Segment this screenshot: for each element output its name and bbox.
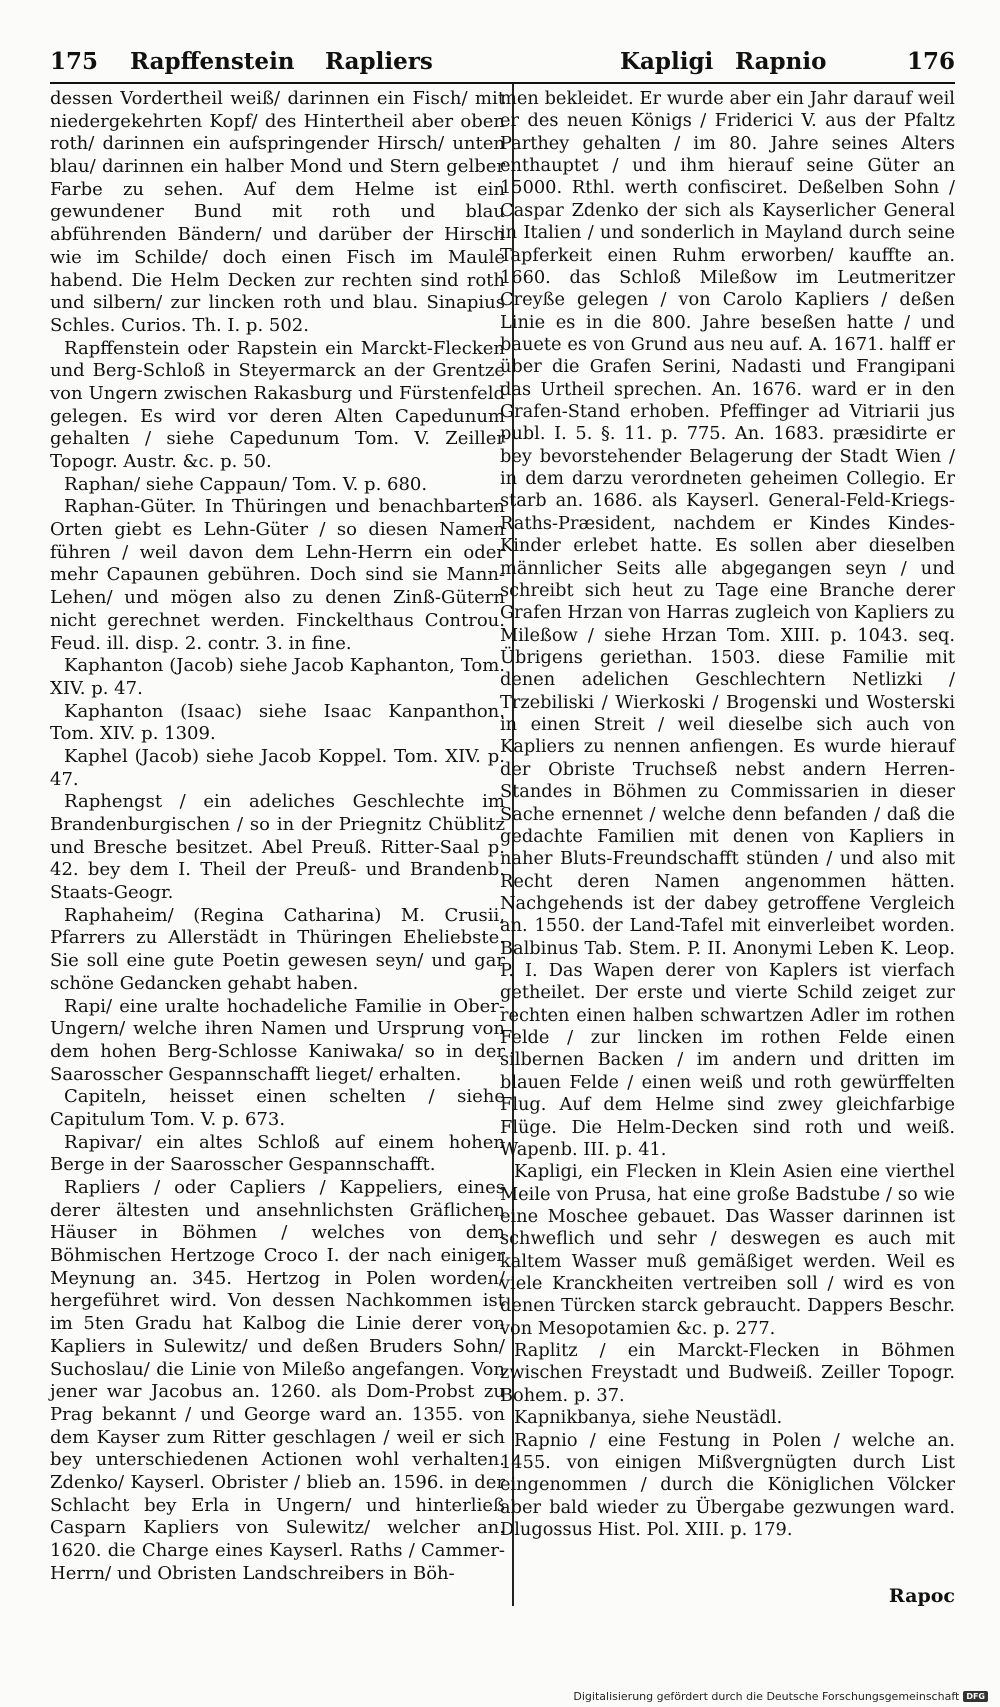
entry-text: Kapligi, ein Flecken in Klein Asien eine vierthel Meile von Prusa, hat eine große Badstube / so wie eine Moschee gebauet. Das Wasser darinnen ist schweflich und sehr / deswegen es auch mit kaltem Wasser muß gemäßiget werden. Weil es viele Kranckheiten vertreiben soll / wird es von denen Türcken starck gebraucht. Dappers Beschr. von Mesopotamien &c. p. 277. — [500, 1162, 955, 1339]
entry-text: Raphan-Güter. In Thüringen und benachbarten Orten giebt es Lehn-Güter / so diesen Namen führen / weil davon dem Lehn-Herrn ein oder mehr Capaunen gebühren. Doch sind sie Mann-Lehen/ und mögen also zu denen Zinß-Gütern nicht gerechnet werden. Finckelthaus Controu. Feud. ill. disp. 2. contr. 3. in fine. — [50, 496, 505, 654]
footer-text: Digitalisierung gefördert durch die Deutsche Forschungsgemeinschaft — [573, 1690, 960, 1703]
entry-text: Rapi/ eine uralte hochadeliche Familie in Ober-Ungern/ welche ihren Namen und Ursprung von dem hohen Berg-Schlosse Kaniwaka/ so in der Saarosscher Gespannschafft lieget/ erhalten. — [50, 995, 505, 1085]
header-word-right-2: Rapnio — [735, 48, 827, 75]
left-column — [50, 88, 505, 1585]
entry-text: Kaphanton (Isaac) siehe Isaac Kanpanthon. Tom. XIV. p. 1309. — [50, 700, 505, 745]
entry-text: Raphengst / ein adeliches Geschlechte im Brandenburgischen / so in der Priegnitz Chüblitz und Bresche besitzet. Abel Preuß. Ritter-Saal p. 42. bey dem I. Theil der Preuß- und Brandenb. Staats-Geogr. — [50, 791, 505, 904]
page-number-left: 175 — [50, 48, 99, 75]
entry-text: Rapliers / oder Capliers / Kappeliers, eines derer ältesten und ansehnlichsten Gräflichen Häuser in Böhmen / welches von dem Böhmischen Hertzoge Croco I. der nach einiger Meynung an. 345. Hertzog in Polen worden/ hergeführet wird. Von dessen Nachkommen ist im 5ten Gradu hat Kalbog die Linie derer von Kapliers in Sulewitz/ und deßen Bruders Sohn/ Suchoslau/ die Linie von Mileßo angefangen. Von jener war Jacobus an. 1260. als Dom-Probst zu Prag bekannt / und George ward an. 1355. von dem Kayser zum Ritter geschlagen / weil er sich bey unterschiedenen Actionen wohl verhalten. Zdenko/ Kayserl. Obrister / blieb an. 1596. in der Schlacht bey Erla in Ungern/ und hinterließ Casparn Kapliers von Sulewitz/ welcher an. 1620. die Charge eines Kayserl. Raths / Cammer-Herrn/ und Obristen Landschreibers in Böh- — [50, 1177, 505, 1584]
page-header — [50, 40, 955, 82]
entry-text: dessen Vordertheil weiß/ darinnen ein Fisch/ mit niedergekehrten Kopf/ des Hintertheil aber oben roth/ darinnen ein aufspringender Hirsch/ unten blau/ darinnen ein halber Mond und Stern gelber Farbe zu sehen. Auf dem Helme ist ein gewundener Bund mit roth und blau abführenden Bändern/ und darüber der Hirsch wie im Schilde/ doch einen Fisch im Maule habend. Die Helm Decken zur rechten sind roth und silbern/ zur lincken roth und blau. Sinapius Schles. Curios. Th. I. p. 502. — [50, 88, 505, 336]
dfg-logo-icon: DFG — [963, 1691, 988, 1702]
catchword: Rapoc — [888, 1585, 955, 1607]
entry-text: Capiteln, heisset einen schelten / siehe Capitulum Tom. V. p. 673. — [50, 1086, 505, 1130]
entry-text: Raphaheim/ (Regina Catharina) M. Crusii, Pfarrers zu Allerstädt in Thüringen Eheliebste. Sie soll eine gute Poetin gewesen seyn/ und gar schöne Gedancken gehabt haben. — [50, 904, 505, 994]
footer — [573, 1690, 988, 1703]
entry-text: Rapivar/ ein altes Schloß auf einem hohen Berge in der Saarosscher Gespannschafft. — [50, 1131, 505, 1176]
entry-text: Rapffenstein oder Rapstein ein Marckt-Flecken und Berg-Schloß in Steyermarck an der Grentze von Ungern zwischen Rakasburg und Fürstenfeld gelegen. Es wird vor deren Alten Capedunum gehalten / siehe Capedunum Tom. V. Zeiller Topogr. Austr. &c. p. 50. — [50, 337, 505, 472]
right-column — [500, 88, 955, 1541]
entry-text: Raplitz / ein Marckt-Flecken in Böhmen zwischen Freystadt und Budweiß. Zeiller Topogr. Bohem. p. 37. — [500, 1341, 955, 1406]
header-word-left-1: Rapffenstein — [130, 48, 295, 75]
header-word-left-2: Rapliers — [325, 48, 433, 75]
header-rule — [50, 82, 955, 84]
entry-text: Kapnikbanya, siehe Neustädl. — [514, 1408, 783, 1429]
entry-text: Kaphel (Jacob) siehe Jacob Koppel. Tom. XIV. p. 47. — [50, 745, 505, 790]
entry-text: Rapnio / eine Festung in Polen / welche an. 1455. von einigen Mißvergnügten durch List eingenommen / durch die Königlichen Völcker aber bald wieder zu Übergabe gezwungen ward. Dlugossus Hist. Pol. XIII. p. 179. — [500, 1430, 955, 1540]
header-word-right-1: Kapligi — [620, 48, 714, 75]
entry-text: Kaphanton (Jacob) siehe Jacob Kaphanton, Tom. XIV. p. 47. — [50, 655, 505, 699]
page-number-right: 176 — [906, 48, 955, 75]
entry-text: Raphan/ siehe Cappaun/ Tom. V. p. 680. — [64, 473, 428, 495]
entry-text: men bekleidet. Er wurde aber ein Jahr darauf weil er des neuen Königs / Friderici V. aus der Pfaltz Parthey gehalten / im 80. Jahre seines Alters enthauptet / und ihm hierauf seine Güter an 15000. Rthl. werth confisciret. Deßelben Sohn / Caspar Zdenko der sich als Kayserlicher General in Italien / und sonderlich in Mayland durch seine Tapferkeit einen Ruhm erworben/ kauffte an. 1660. das Schloß Mileßow im Leutmeritzer Creyße gelegen / von Carolo Kapliers / deßen Linie es in die 800. Jahre beseßen hatte / und bauete es von Grund aus neu auf. A. 1671. halff er über die Grafen Serini, Nadasti und Frangipani das Urtheil sprechen. An. 1676. ward er in den Grafen-Stand erhoben. Pfeffinger ad Vitriarii jus publ. I. 5. §. 11. p. 775. An. 1683. præsidirte er bey bevorstehender Belagerung der Stadt Wien / in dem darzu verordneten geheimen Collegio. Er starb an. 1686. als Kayserl. General-Feld-Kriegs-Raths-Præsident, nachdem er Kindes Kindes-Kinder erlebet hatte. Es sollen aber dieselben männlicher Seits alle abgegangen seyn / und schreibt sich heut zu Tage eine Branche derer Grafen Hrzan von Harras zugleich von Kapliers zu Mileßow / siehe Hrzan Tom. XIII. p. 1043. seq. Übrigens geriethan. 1503. diese Familie mit denen adelichen Geschlechtern Netlizki / Trzebiliski / Wierkoski / Brogenski und Wosterski in einen Streit / weil dieselbe sich auch von Kapliers zu nennen anfiengen. Es wurde hierauf der Obriste Truchseß nebst andern Herren-Standes in Böhmen zu Commissarien in dieser Sache ernennet / welche denn befanden / daß die gedachte Familien mit denen von Kapliers in naher Bluts-Freundschafft stünden / und also mit Recht deren Namen angenommen hätten. Nachgehends ist der dabey getroffene Vergleich an. 1550. der Land-Tafel mit einverleibet worden. Balbinus Tab. Stem. P. II. Anonymi Leben K. Leop. P. I. Das Wapen derer von Kaplers ist vierfach getheilet. Der erste und vierte Schild zeiget zur rechten einen halben schwartzen Adler im rothen Felde / zur lincken im rothen Felde einen silbernen Backen / im andern und dritten im blauen Felde / einen weiß und roth gewürffelten Flug. Auf dem Helme sind zwey gleichfarbige Flüge. Die Helm-Decken sind roth und weiß. Wapenb. III. p. 41. — [500, 89, 955, 1160]
